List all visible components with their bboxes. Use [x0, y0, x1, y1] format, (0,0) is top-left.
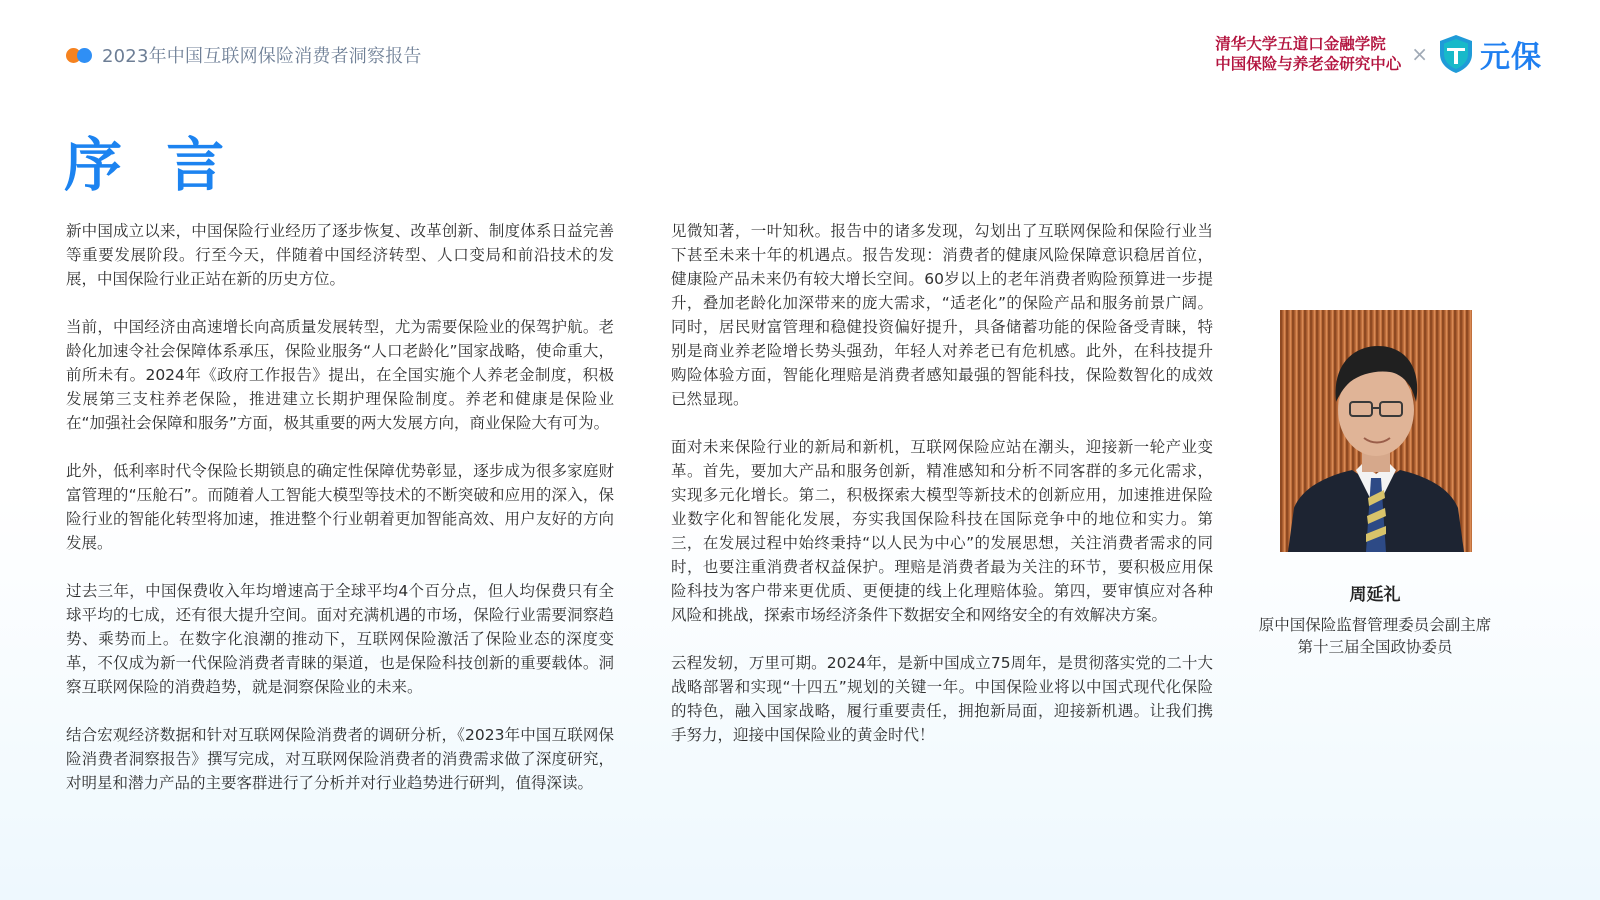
- author-name: 周延礼: [1349, 585, 1401, 605]
- paragraph: 见微知著，一叶知秋。报告中的诸多发现，勾划出了互联网保险和保险行业当下甚至未来十年的机遇点。报告发现：消费者的健康风险保障意识稳居首位，健康险产品未来仍有较大增长空间。60岁以上的老年消费者购险预算进一步提升，叠加老龄化加深带来的庞大需求，“适老化”的保险产品和服务前景广阔。同时，居民财富管理和稳健投资偏好提升，具备储蓄功能的保险备受青睐，特别是商业养老险增长势头强劲，年轻人对养老已有危机感。此外，在科技提升购险体验方面，智能化理赔是消费者感知最强的智能科技，保险数智化的成效已然显现。: [671, 222, 1213, 408]
- logo-text: 元保: [1480, 40, 1542, 75]
- institution-name: [1215, 34, 1401, 74]
- yuanbao-logo: [1438, 32, 1542, 76]
- report-header: [66, 42, 422, 68]
- paragraph: 过去三年，中国保费收入年均增速高于全球平均4个百分点，但人均保费只有全球平均的七成，还有很大提升空间。面对充满机遇的市场，保险行业需要洞察趋势、乘势而上。在数字化浪潮的推动下，互联网保险激活了保险业态的深度变革，不仅成为新一代保险消费者青睐的渠道，也是保险科技创新的重要载体。洞察互联网保险的消费趋势，就是洞察保险业的未来。: [66, 582, 614, 696]
- author-portrait: [1280, 310, 1472, 552]
- middle-column: [671, 219, 1213, 771]
- paragraph: 结合宏观经济数据和针对互联网保险消费者的调研分析，《2023年中国互联网保险消费者洞察报告》撰写完成，对互联网保险消费者的消费需求做了深度研究，对明星和潜力产品的主要客群进行了分析并对行业趋势进行研判，值得深读。: [66, 726, 614, 792]
- brand-area: [1215, 32, 1542, 76]
- institution-line-1: 清华大学五道口金融学院: [1215, 35, 1386, 53]
- left-column: [66, 219, 614, 819]
- paragraph: 此外，低利率时代令保险长期锁息的确定性保障优势彰显，逐步成为很多家庭财富管理的“压舱石”。而随着人工智能大模型等技术的不断突破和应用的深入，保险行业的智能化转型将加速，推进整个行业朝着更加智能高效、用户友好的方向发展。: [66, 462, 614, 552]
- brand-dots-icon: [66, 48, 92, 63]
- author-title-line-1: 原中国保险监督管理委员会副主席: [1258, 616, 1492, 634]
- paragraph: 云程发轫，万里可期。2024年，是新中国成立75周年，是贯彻落实党的二十大战略部署和实现“十四五”规划的关键一年。中国保险业将以中国式现代化保险的特色，融入国家战略，履行重要责任，拥抱新局面，迎接新机遇。让我们携手努力，迎接中国保险业的黄金时代！: [671, 654, 1213, 744]
- author-title: [1230, 614, 1520, 658]
- blue-dot-icon: [77, 48, 92, 63]
- report-title: 2023年中国互联网保险消费者洞察报告: [102, 46, 422, 67]
- page-title: 序 言: [64, 131, 237, 199]
- author-title-line-2: 第十三届全国政协委员: [1297, 638, 1453, 656]
- institution-line-2: 中国保险与养老金研究中心: [1215, 55, 1402, 73]
- shield-logo-icon: [1438, 34, 1474, 74]
- paragraph: 新中国成立以来，中国保险行业经历了逐步恢复、改革创新、制度体系日益完善等重要发展阶段。行至今天，伴随着中国经济转型、人口变局和前沿技术的发展，中国保险行业正站在新的历史方位。: [66, 222, 614, 288]
- collaboration-separator: ×: [1411, 42, 1428, 66]
- paragraph: 面对未来保险行业的新局和新机，互联网保险应站在潮头，迎接新一轮产业变革。首先，要加大产品和服务创新，精准感知和分析不同客群的多元化需求，实现多元化增长。第二，积极探索大模型等新技术的创新应用，加速推进保险业数字化和智能化发展，夯实我国保险科技在国际竞争中的地位和实力。第三，在发展过程中始终秉持“以人民为中心”的发展思想，关注消费者需求的同时，也要注重消费者权益保护。理赔是消费者最为关注的环节，要积极应用保险科技为客户带来更优质、更便捷的线上化理赔体验。第四，要审慎应对各种风险和挑战，探索市场经济条件下数据安全和网络安全的有效解决方案。: [671, 438, 1213, 624]
- paragraph: 当前，中国经济由高速增长向高质量发展转型，尤为需要保险业的保驾护航。老龄化加速令社会保障体系承压，保险业服务“人口老龄化”国家战略，使命重大，前所未有。2024年《政府工作报告》提出，在全国实施个人养老金制度，积极发展第三支柱养老保险，推进建立长期护理保险制度。养老和健康是保险业在“加强社会保障和服务”方面，极其重要的两大发展方向，商业保险大有可为。: [66, 318, 614, 432]
